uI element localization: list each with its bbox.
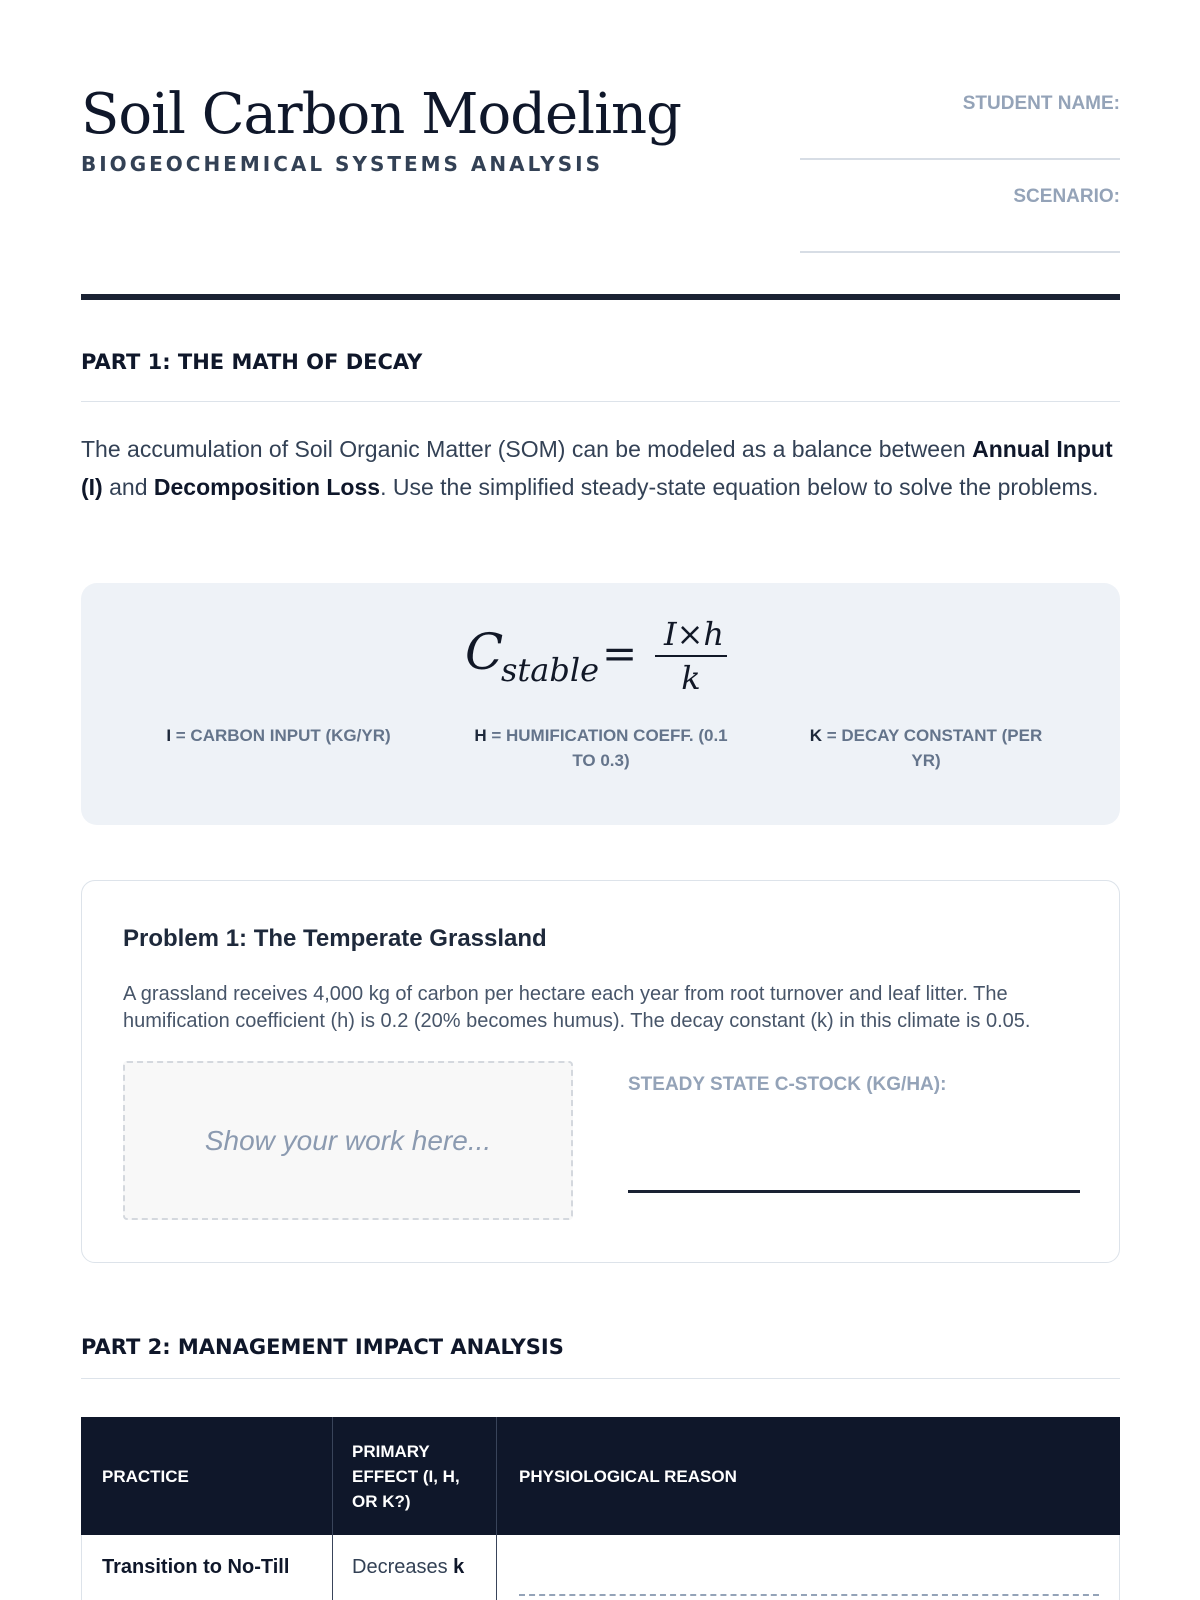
legend-decay-constant: K = DECAY CONSTANT (PER YR) [809, 726, 1043, 770]
problem1-text: A grassland receives 4,000 kg of carbon per hectare each year from root turnover and leaf litter. The humification coefficient (h) is 0.2 (20% becomes humus). The decay constant (k) in this climate is 0.05. [123, 983, 1031, 1032]
page-subtitle: BIOGEOCHEMICAL SYSTEMS ANALYSIS [81, 152, 603, 176]
formula-denominator: k [681, 659, 701, 697]
column-header-reason: PHYSIOLOGICAL REASON [519, 1466, 737, 1486]
part1-divider [81, 401, 1120, 402]
part2-title: PART 2: MANAGEMENT IMPACT ANALYSIS [81, 1335, 564, 1359]
part1-intro: The accumulation of Soil Organic Matter (SOM) can be modeled as a balance between Annual Input (I) and Decomposition Loss. Use the simplified steady-state equation below to solve the problems. [81, 436, 1113, 500]
problem1-card [81, 880, 1120, 1263]
worksheet-page [81, 0, 1120, 1578]
formula-box [81, 583, 1120, 825]
formula-numerator: I×h [663, 615, 725, 653]
column-header-effect: PRIMARY EFFECT (I, H, OR K?) [352, 1441, 460, 1511]
student-name-field[interactable] [800, 158, 1120, 160]
worksheet-header [81, 0, 1120, 302]
answer-field[interactable] [628, 1190, 1080, 1193]
work-placeholder: Show your work here... [204, 1124, 492, 1156]
steady-state-equation [465, 613, 765, 703]
column-header-practice: PRACTICE [102, 1466, 189, 1486]
legend-carbon-input: I = CARBON INPUT (KG/YR) [166, 726, 391, 745]
part2-divider [81, 1378, 1120, 1379]
legend-humification: H = HUMIFICATION COEFF. (0.1 TO 0.3) [474, 726, 728, 770]
effect-cell: Decreases k [352, 1556, 465, 1578]
formula-subscript: stable [501, 651, 600, 689]
formula-lhs: C [465, 623, 504, 681]
answer-label: STEADY STATE C-STOCK (KG/HA): [628, 1074, 947, 1095]
scenario-label: SCENARIO: [1013, 186, 1120, 207]
scenario-field[interactable] [800, 251, 1120, 253]
formula-equals: = [602, 629, 638, 678]
student-name-label: STUDENT NAME: [962, 93, 1120, 114]
part1-title: PART 1: THE MATH OF DECAY [81, 350, 423, 374]
header-divider [81, 294, 1120, 300]
fraction-bar [655, 655, 727, 657]
reason-answer-line[interactable] [519, 1594, 1099, 1596]
work-area[interactable] [123, 1061, 573, 1220]
problem1-title: Problem 1: The Temperate Grassland [123, 925, 547, 952]
practice-cell: Transition to No-Till [102, 1556, 290, 1578]
page-title: Soil Carbon Modeling [81, 82, 681, 147]
